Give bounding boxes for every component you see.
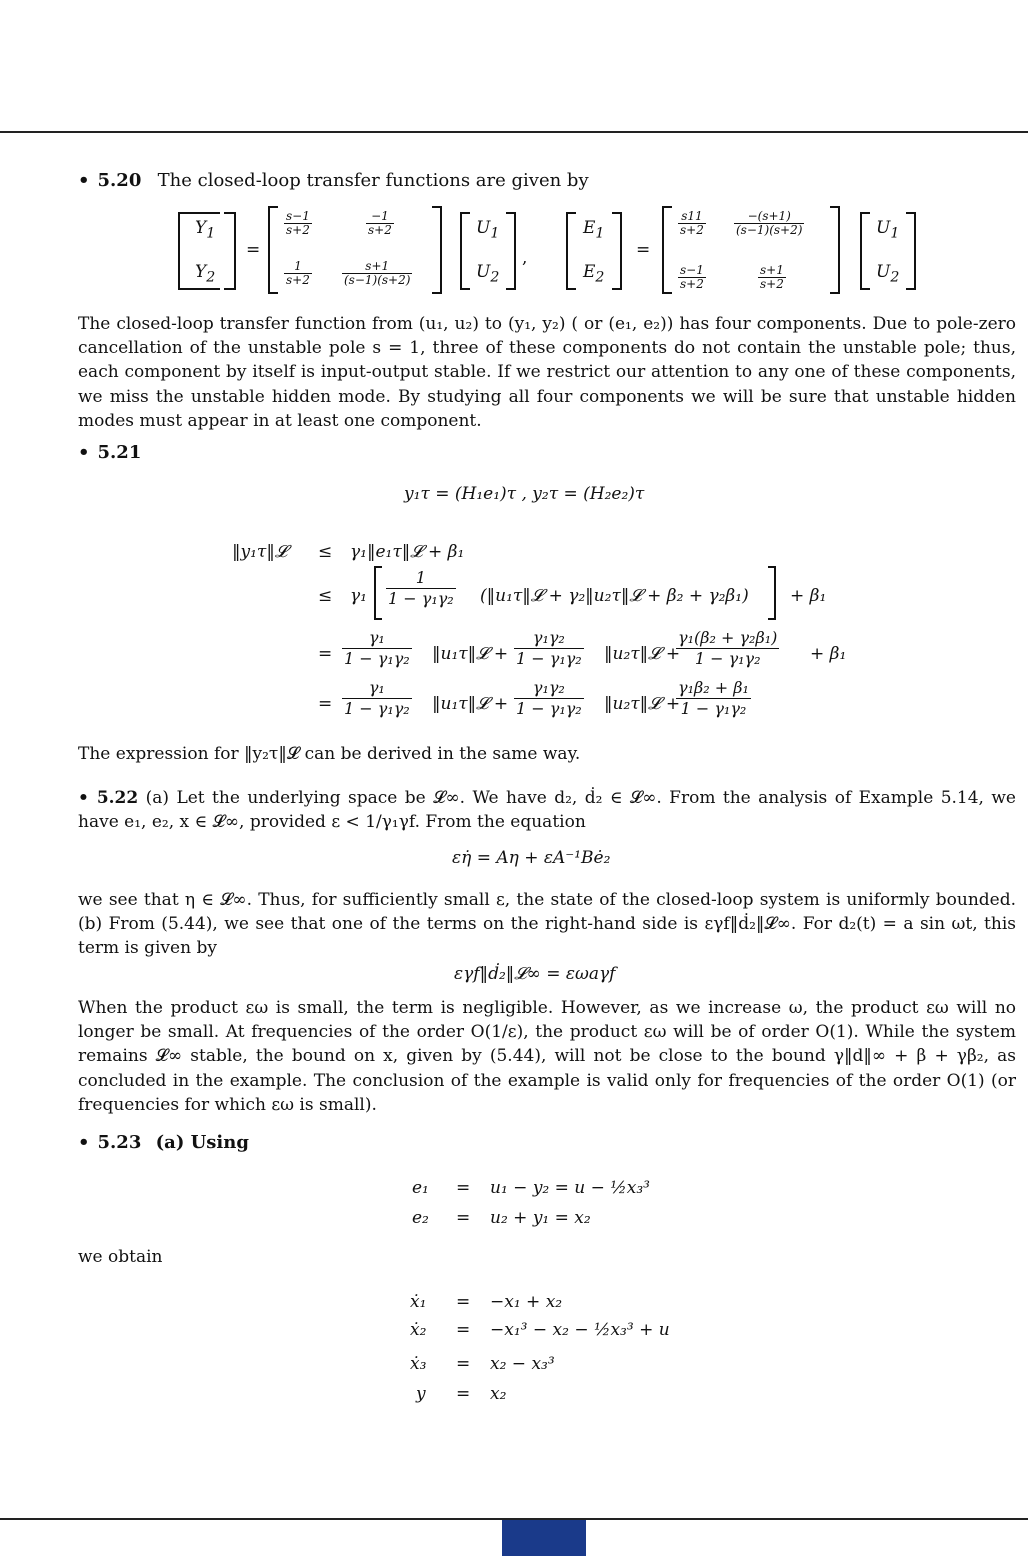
problem-5-22-middle: we see that η ∈ 𝓛∞. Thus, for sufficiently small ε, the state of the closed-loop system is uniformly bounded. (b) From (5.44), we see that one of the terms on the right-hand side is εγf‖ḋ₂‖𝓛∞. For d₂(t) = a sin ωt, this term is given by [78, 890, 1016, 959]
problem-5-22-part-a: • 5.22 (a) Let the underlying space be 𝓛∞. We have d₂, ḋ₂ ∈ 𝓛∞. From the analysis of Example 5.14, we have e₁, e₂, x ∈ 𝓛∞, provided ε < 1/γ₁γf. From the equation [78, 788, 1016, 833]
problem-5-21-heading: • 5.21 [78, 442, 142, 463]
problem-5-23-heading: • 5.23 (a) Using [78, 1132, 249, 1153]
truncation-definitions: y₁τ = (H₁e₁)τ , y₂τ = (H₂e₂)τ [404, 484, 645, 504]
we-obtain-text: we obtain [78, 1247, 163, 1267]
problem-5-22-tail: When the product εω is small, the term is negligible. However, as we increase ω, the product εω will no longer be small. At frequencies of the order O(1/ε), the product εω will be of order O(1). While the system remains 𝓛∞ stable, the bound on x, given by (5.44), will not be close to the bound γ‖d‖∞ + β + γβ₂, as concluded in the example. The conclusion of the example is valid only for frequencies of the order O(1) (or frequencies for which εω is small). [78, 998, 1016, 1115]
problem-5-20-body: The closed-loop transfer function from (u₁, u₂) to (y₁, y₂) ( or (e₁, e₂)) has four components. Due to pole-zero cancellation of the unstable pole s = 1, three of these components do not contain the unstable pole; thus, each component by itself is input-output stable. If we restrict our attention to any one of these components, we miss the unstable hidden mode. By studying all four components we will be sure that unstable hidden modes must appear in at least one component. [78, 314, 1016, 431]
problem-5-20-heading: • 5.20 The closed-loop transfer functions are given by [78, 170, 589, 191]
problem-5-21-closing: The expression for ‖y₂τ‖𝓛 can be derived in the same way. [78, 744, 581, 764]
singular-perturbation-equation: εη̇ = Aη + εA⁻¹Bė₂ [452, 848, 611, 868]
problem-5-23-part-a: (a) Using [155, 1132, 249, 1153]
problem-5-20-intro: The closed-loop transfer functions are given by [157, 170, 589, 191]
page-tab-marker [502, 1520, 586, 1556]
bound-term-equation: εγf‖ḋ₂‖𝓛∞ = εωaγf [454, 964, 616, 984]
top-rule [0, 131, 1028, 133]
